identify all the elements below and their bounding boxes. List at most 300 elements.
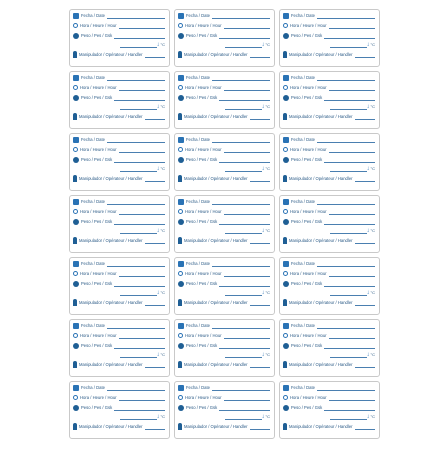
date-label: Fecha / Date: [81, 75, 105, 80]
date-row: [73, 383, 165, 392]
weight-icon: [283, 219, 289, 225]
hour-row: [73, 207, 165, 216]
handler-field[interactable]: [145, 424, 165, 430]
temperature-row: [223, 40, 270, 49]
hour-label: Hora / Heure / Hour: [80, 209, 117, 214]
date-label: Fecha / Date: [186, 13, 210, 18]
handler-field[interactable]: [250, 114, 270, 120]
calendar-icon: [283, 137, 289, 143]
hour-row: [73, 393, 165, 402]
temperature-unit: °C: [370, 414, 375, 419]
handler-label: Manipulador / Opérateur / Handler: [79, 176, 143, 181]
temperature-unit: °C: [370, 104, 375, 109]
label-card: [279, 319, 380, 377]
hour-label: Hora / Heure / Hour: [185, 147, 222, 152]
date-field[interactable]: [212, 199, 270, 205]
weight-label: Peso / Pes / Gsk: [186, 219, 218, 224]
weight-row: [178, 217, 270, 226]
handler-field[interactable]: [355, 300, 375, 306]
label-card: [279, 71, 380, 129]
handler-label: Manipulador / Opérateur / Handler: [184, 424, 248, 429]
temperature-unit: °C: [265, 42, 270, 47]
label-card: [174, 71, 275, 129]
temperature-row: [118, 226, 165, 235]
hour-label: Hora / Heure / Hour: [80, 271, 117, 276]
calendar-icon: [178, 385, 184, 391]
temperature-field[interactable]: [330, 166, 367, 172]
temperature-field[interactable]: [120, 42, 157, 48]
label-card: [69, 381, 170, 439]
label-card: [279, 133, 380, 191]
date-field[interactable]: [107, 199, 165, 205]
weight-field[interactable]: [219, 157, 270, 163]
clock-icon: [178, 333, 183, 338]
date-row: [178, 259, 270, 268]
temperature-unit: °C: [370, 290, 375, 295]
weight-icon: [178, 33, 184, 39]
thermometer-icon: ↓: [366, 289, 370, 296]
weight-label: Peso / Pes / Gsk: [186, 157, 218, 162]
date-row: [283, 383, 375, 392]
temperature-unit: °C: [160, 414, 165, 419]
weight-field[interactable]: [114, 281, 165, 287]
weight-field[interactable]: [219, 219, 270, 225]
date-label: Fecha / Date: [291, 75, 315, 80]
weight-field[interactable]: [114, 343, 165, 349]
handler-field[interactable]: [355, 52, 375, 58]
date-label: Fecha / Date: [186, 261, 210, 266]
weight-row: [178, 93, 270, 102]
hour-field[interactable]: [329, 395, 375, 401]
date-field[interactable]: [317, 323, 375, 329]
weight-row: [73, 403, 165, 412]
clock-icon: [283, 23, 288, 28]
temperature-unit: °C: [160, 166, 165, 171]
handler-label: Manipulador / Opérateur / Handler: [79, 300, 143, 305]
handler-row: [283, 422, 375, 431]
hour-field[interactable]: [329, 147, 375, 153]
hour-field[interactable]: [119, 85, 165, 91]
clock-icon: [283, 85, 288, 90]
temperature-field[interactable]: [330, 42, 367, 48]
hour-field[interactable]: [329, 23, 375, 29]
date-row: [73, 11, 165, 20]
thermometer-icon: ↓: [261, 413, 265, 420]
weight-row: [73, 217, 165, 226]
date-field[interactable]: [107, 385, 165, 391]
person-icon: [178, 175, 182, 182]
weight-row: [283, 31, 375, 40]
date-label: Fecha / Date: [291, 323, 315, 328]
date-field[interactable]: [212, 261, 270, 267]
handler-label: Manipulador / Opérateur / Handler: [184, 176, 248, 181]
temperature-field[interactable]: [120, 166, 157, 172]
date-field[interactable]: [317, 385, 375, 391]
clock-icon: [178, 395, 183, 400]
hour-field[interactable]: [119, 147, 165, 153]
weight-row: [283, 93, 375, 102]
handler-row: [178, 298, 270, 307]
temperature-unit: °C: [370, 352, 375, 357]
clock-icon: [283, 395, 288, 400]
hour-field[interactable]: [119, 271, 165, 277]
date-field[interactable]: [317, 137, 375, 143]
hour-label: Hora / Heure / Hour: [80, 147, 117, 152]
date-field[interactable]: [107, 75, 165, 81]
date-field[interactable]: [212, 137, 270, 143]
weight-label: Peso / Pes / Gsk: [291, 33, 323, 38]
person-icon: [283, 113, 287, 120]
hour-label: Hora / Heure / Hour: [80, 333, 117, 338]
calendar-icon: [283, 13, 289, 19]
weight-field[interactable]: [324, 33, 375, 39]
weight-label: Peso / Pes / Gsk: [81, 405, 113, 410]
temperature-field[interactable]: [330, 290, 367, 296]
handler-row: [73, 236, 165, 245]
temperature-row: [328, 164, 375, 173]
weight-label: Peso / Pes / Gsk: [291, 281, 323, 286]
weight-row: [178, 155, 270, 164]
temperature-row: [328, 288, 375, 297]
calendar-icon: [283, 385, 289, 391]
date-field[interactable]: [317, 261, 375, 267]
date-field[interactable]: [212, 75, 270, 81]
handler-row: [73, 360, 165, 369]
handler-label: Manipulador / Opérateur / Handler: [79, 424, 143, 429]
clock-icon: [73, 147, 78, 152]
temperature-unit: °C: [265, 290, 270, 295]
weight-row: [178, 341, 270, 350]
weight-icon: [283, 343, 289, 349]
date-label: Fecha / Date: [291, 261, 315, 266]
handler-field[interactable]: [145, 300, 165, 306]
temperature-row: [328, 102, 375, 111]
weight-field[interactable]: [219, 405, 270, 411]
date-row: [178, 11, 270, 20]
handler-row: [73, 298, 165, 307]
handler-field[interactable]: [250, 300, 270, 306]
weight-field[interactable]: [324, 157, 375, 163]
handler-row: [178, 50, 270, 59]
handler-field[interactable]: [145, 238, 165, 244]
hour-label: Hora / Heure / Hour: [290, 271, 327, 276]
date-field[interactable]: [212, 385, 270, 391]
temperature-unit: °C: [160, 228, 165, 233]
temperature-field[interactable]: [120, 414, 157, 420]
thermometer-icon: ↓: [366, 227, 370, 234]
weight-icon: [73, 95, 79, 101]
weight-icon: [178, 95, 184, 101]
weight-row: [73, 341, 165, 350]
person-icon: [283, 361, 287, 368]
calendar-icon: [283, 261, 289, 267]
handler-row: [73, 112, 165, 121]
hour-field[interactable]: [224, 395, 270, 401]
handler-field[interactable]: [355, 114, 375, 120]
hour-row: [73, 83, 165, 92]
handler-field[interactable]: [250, 52, 270, 58]
weight-icon: [283, 405, 289, 411]
weight-label: Peso / Pes / Gsk: [186, 95, 218, 100]
weight-icon: [178, 405, 184, 411]
label-card: [279, 257, 380, 315]
handler-row: [178, 422, 270, 431]
handler-label: Manipulador / Opérateur / Handler: [79, 238, 143, 243]
person-icon: [283, 175, 287, 182]
weight-field[interactable]: [219, 95, 270, 101]
handler-field[interactable]: [355, 362, 375, 368]
hour-row: [178, 331, 270, 340]
weight-row: [73, 93, 165, 102]
temperature-unit: °C: [160, 352, 165, 357]
weight-field[interactable]: [219, 343, 270, 349]
temperature-row: [118, 102, 165, 111]
hour-row: [73, 21, 165, 30]
hour-field[interactable]: [329, 85, 375, 91]
thermometer-icon: ↓: [156, 41, 160, 48]
hour-field[interactable]: [329, 333, 375, 339]
temperature-row: [118, 40, 165, 49]
person-icon: [283, 51, 287, 58]
temperature-field[interactable]: [225, 104, 262, 110]
temperature-field[interactable]: [330, 352, 367, 358]
date-row: [178, 383, 270, 392]
hour-field[interactable]: [119, 395, 165, 401]
label-card: [69, 133, 170, 191]
label-card: [279, 381, 380, 439]
temperature-field[interactable]: [225, 228, 262, 234]
person-icon: [73, 361, 77, 368]
calendar-icon: [283, 323, 289, 329]
temperature-field[interactable]: [225, 42, 262, 48]
temperature-field[interactable]: [330, 414, 367, 420]
temperature-field[interactable]: [120, 104, 157, 110]
hour-field[interactable]: [119, 333, 165, 339]
hour-field[interactable]: [329, 271, 375, 277]
clock-icon: [178, 147, 183, 152]
weight-field[interactable]: [114, 33, 165, 39]
thermometer-icon: ↓: [261, 351, 265, 358]
weight-icon: [73, 405, 79, 411]
hour-label: Hora / Heure / Hour: [290, 23, 327, 28]
date-field[interactable]: [107, 261, 165, 267]
person-icon: [73, 299, 77, 306]
hour-field[interactable]: [119, 23, 165, 29]
date-field[interactable]: [107, 137, 165, 143]
weight-field[interactable]: [324, 219, 375, 225]
label-card: [279, 195, 380, 253]
clock-icon: [178, 23, 183, 28]
handler-label: Manipulador / Opérateur / Handler: [289, 238, 353, 243]
hour-field[interactable]: [224, 333, 270, 339]
handler-label: Manipulador / Opérateur / Handler: [289, 176, 353, 181]
temperature-field[interactable]: [225, 352, 262, 358]
calendar-icon: [73, 261, 79, 267]
temperature-field[interactable]: [225, 166, 262, 172]
temperature-row: [118, 350, 165, 359]
weight-row: [73, 279, 165, 288]
clock-icon: [73, 271, 78, 276]
temperature-field[interactable]: [225, 414, 262, 420]
handler-row: [283, 112, 375, 121]
clock-icon: [283, 333, 288, 338]
weight-field[interactable]: [114, 219, 165, 225]
handler-field[interactable]: [355, 176, 375, 182]
handler-label: Manipulador / Opérateur / Handler: [79, 52, 143, 57]
weight-row: [283, 155, 375, 164]
person-icon: [283, 423, 287, 430]
handler-field[interactable]: [145, 114, 165, 120]
date-label: Fecha / Date: [81, 323, 105, 328]
hour-label: Hora / Heure / Hour: [290, 333, 327, 338]
person-icon: [73, 175, 77, 182]
weight-label: Peso / Pes / Gsk: [291, 343, 323, 348]
temperature-field[interactable]: [330, 228, 367, 234]
weight-icon: [178, 157, 184, 163]
weight-label: Peso / Pes / Gsk: [291, 405, 323, 410]
hour-field[interactable]: [224, 147, 270, 153]
weight-field[interactable]: [219, 33, 270, 39]
hour-row: [283, 269, 375, 278]
hour-label: Hora / Heure / Hour: [80, 23, 117, 28]
weight-field[interactable]: [114, 405, 165, 411]
handler-field[interactable]: [250, 362, 270, 368]
date-field[interactable]: [317, 199, 375, 205]
thermometer-icon: ↓: [261, 227, 265, 234]
person-icon: [178, 113, 182, 120]
clock-icon: [283, 209, 288, 214]
temperature-unit: °C: [370, 228, 375, 233]
weight-field[interactable]: [324, 95, 375, 101]
label-card: [174, 319, 275, 377]
weight-row: [178, 31, 270, 40]
clock-icon: [178, 85, 183, 90]
handler-field[interactable]: [145, 362, 165, 368]
handler-label: Manipulador / Opérateur / Handler: [79, 114, 143, 119]
date-field[interactable]: [212, 13, 270, 19]
weight-row: [178, 279, 270, 288]
handler-field[interactable]: [250, 424, 270, 430]
hour-label: Hora / Heure / Hour: [80, 395, 117, 400]
calendar-icon: [283, 75, 289, 81]
hour-field[interactable]: [119, 209, 165, 215]
temperature-field[interactable]: [225, 290, 262, 296]
date-field[interactable]: [317, 75, 375, 81]
hour-row: [178, 269, 270, 278]
hour-row: [178, 145, 270, 154]
date-label: Fecha / Date: [81, 13, 105, 18]
weight-label: Peso / Pes / Gsk: [81, 157, 113, 162]
clock-icon: [73, 395, 78, 400]
temperature-field[interactable]: [330, 104, 367, 110]
thermometer-icon: ↓: [366, 351, 370, 358]
hour-field[interactable]: [224, 209, 270, 215]
hour-label: Hora / Heure / Hour: [185, 333, 222, 338]
handler-row: [73, 422, 165, 431]
hour-field[interactable]: [329, 209, 375, 215]
date-field[interactable]: [212, 323, 270, 329]
date-label: Fecha / Date: [186, 385, 210, 390]
date-row: [73, 73, 165, 82]
hour-label: Hora / Heure / Hour: [185, 209, 222, 214]
weight-icon: [178, 281, 184, 287]
person-icon: [178, 51, 182, 58]
person-icon: [178, 299, 182, 306]
handler-field[interactable]: [250, 238, 270, 244]
clock-icon: [178, 209, 183, 214]
temperature-field[interactable]: [120, 352, 157, 358]
weight-field[interactable]: [114, 157, 165, 163]
hour-label: Hora / Heure / Hour: [185, 271, 222, 276]
date-row: [178, 321, 270, 330]
weight-icon: [73, 281, 79, 287]
date-label: Fecha / Date: [186, 323, 210, 328]
thermometer-icon: ↓: [366, 103, 370, 110]
hour-field[interactable]: [224, 23, 270, 29]
label-card: [174, 9, 275, 67]
temperature-unit: °C: [370, 42, 375, 47]
label-card: [69, 319, 170, 377]
weight-field[interactable]: [219, 281, 270, 287]
weight-field[interactable]: [324, 405, 375, 411]
date-field[interactable]: [107, 323, 165, 329]
handler-field[interactable]: [250, 176, 270, 182]
calendar-icon: [73, 75, 79, 81]
hour-field[interactable]: [224, 271, 270, 277]
date-row: [178, 197, 270, 206]
weight-label: Peso / Pes / Gsk: [186, 281, 218, 286]
weight-label: Peso / Pes / Gsk: [81, 33, 113, 38]
date-field[interactable]: [317, 13, 375, 19]
calendar-icon: [283, 199, 289, 205]
temperature-unit: °C: [265, 166, 270, 171]
handler-field[interactable]: [355, 424, 375, 430]
person-icon: [178, 361, 182, 368]
hour-row: [283, 21, 375, 30]
temperature-row: [223, 412, 270, 421]
weight-field[interactable]: [114, 95, 165, 101]
thermometer-icon: ↓: [261, 41, 265, 48]
date-row: [73, 135, 165, 144]
thermometer-icon: ↓: [261, 103, 265, 110]
temperature-row: [328, 350, 375, 359]
handler-label: Manipulador / Opérateur / Handler: [184, 300, 248, 305]
date-field[interactable]: [107, 13, 165, 19]
hour-field[interactable]: [224, 85, 270, 91]
date-label: Fecha / Date: [291, 137, 315, 142]
temperature-field[interactable]: [120, 290, 157, 296]
handler-field[interactable]: [355, 238, 375, 244]
weight-field[interactable]: [324, 343, 375, 349]
handler-field[interactable]: [145, 52, 165, 58]
handler-field[interactable]: [145, 176, 165, 182]
weight-field[interactable]: [324, 281, 375, 287]
label-card: [174, 381, 275, 439]
hour-row: [283, 83, 375, 92]
temperature-field[interactable]: [120, 228, 157, 234]
label-card: [174, 195, 275, 253]
temperature-row: [223, 350, 270, 359]
calendar-icon: [73, 323, 79, 329]
thermometer-icon: ↓: [261, 165, 265, 172]
weight-row: [283, 279, 375, 288]
label-card: [174, 257, 275, 315]
weight-icon: [73, 157, 79, 163]
temperature-row: [118, 412, 165, 421]
date-row: [178, 73, 270, 82]
calendar-icon: [73, 137, 79, 143]
hour-label: Hora / Heure / Hour: [80, 85, 117, 90]
